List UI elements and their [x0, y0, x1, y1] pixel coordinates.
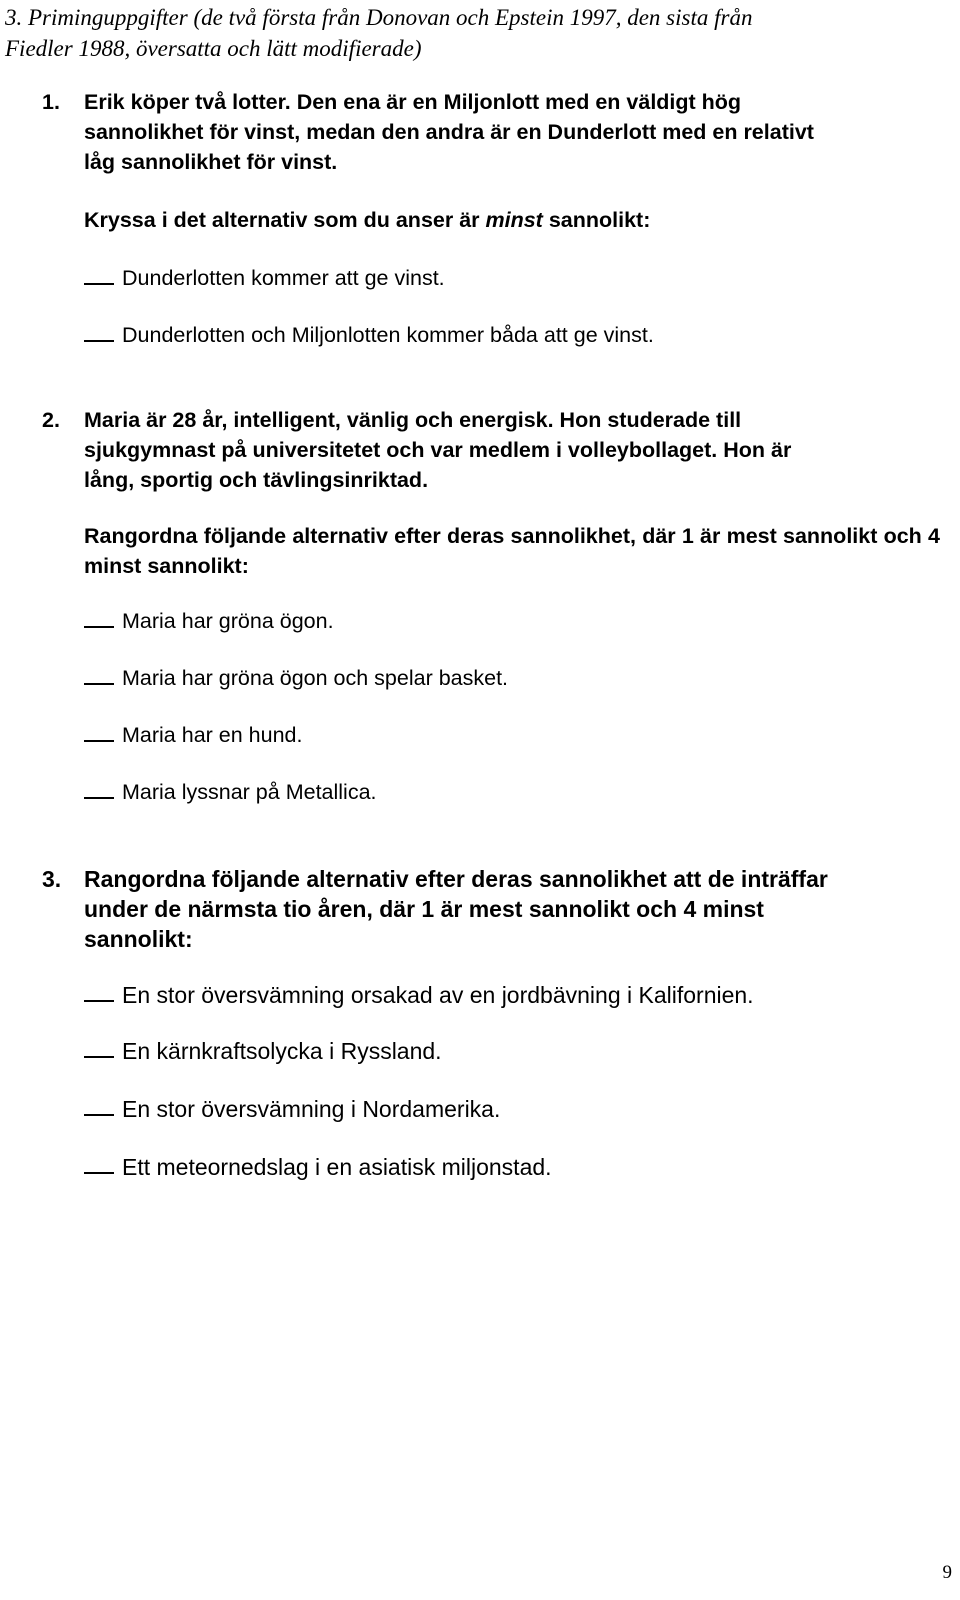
answer-blank[interactable]	[84, 606, 114, 628]
q2-text-line-3: lång, sportig och tävlingsinriktad.	[84, 468, 429, 492]
q2-text-line-2: sjukgymnast på universitetet och var medlem i volleybollaget. Hon är	[84, 438, 792, 462]
q2-option-3	[84, 720, 302, 750]
q2-option-3-label: Maria har en hund.	[122, 723, 303, 747]
q1-instruction-post: sannolikt:	[542, 208, 651, 232]
q1-option-2-label: Dunderlotten och Miljonlotten kommer båda att ge vinst.	[122, 323, 654, 347]
q1-instruction-pre: Kryssa i det alternativ som du anser är	[84, 208, 486, 232]
answer-blank[interactable]	[84, 263, 114, 285]
q1-option-2	[84, 320, 654, 350]
q1-instruction-emphasis: minst	[485, 208, 543, 232]
q3-text-line-1: Rangordna följande alternativ efter deras sannolikhet att de inträffar	[84, 866, 828, 892]
q1-option-1	[84, 263, 445, 293]
q3-option-4	[84, 1152, 552, 1182]
answer-blank[interactable]	[84, 720, 114, 742]
q2-option-1-label: Maria har gröna ögon.	[122, 609, 334, 633]
q3-text-line-2: under de närmsta tio åren, där 1 är mest sannolikt och 4 minst	[84, 896, 764, 922]
page-number: 9	[942, 1562, 952, 1583]
answer-blank[interactable]	[84, 1036, 114, 1058]
answer-blank[interactable]	[84, 1152, 114, 1174]
answer-blank[interactable]	[84, 980, 114, 1002]
q3-option-1	[84, 980, 754, 1010]
q3-option-4-label: Ett meteornedslag i en asiatisk miljonstad.	[122, 1154, 552, 1180]
answer-blank[interactable]	[84, 1094, 114, 1116]
q2-option-4	[84, 777, 377, 807]
q3-option-3	[84, 1094, 500, 1124]
q3-text-line-3: sannolikt:	[84, 926, 193, 952]
section-heading-line-1: 3. Priminguppgifter (de två första från Donovan och Epstein 1997, den sista från	[5, 5, 753, 30]
section-heading-line-2: Fiedler 1988, översatta och lätt modifierade)	[5, 36, 422, 61]
q3-option-1-label: En stor översvämning orsakad av en jordbävning i Kalifornien.	[122, 982, 754, 1008]
q3-option-3-label: En stor översvämning i Nordamerika.	[122, 1096, 501, 1122]
q1-text-line-2: sannolikhet för vinst, medan den andra är en Dunderlott med en relativt	[84, 120, 814, 144]
q2-instruction: Rangordna följande alternativ efter deras sannolikhet, där 1 är mest sannolikt och 4 minst sannolikt:	[84, 524, 940, 578]
q1-instruction	[84, 205, 650, 235]
q2-text-line-1: Maria är 28 år, intelligent, vänlig och energisk. Hon studerade till	[84, 408, 742, 432]
q2-option-4-label: Maria lyssnar på Metallica.	[122, 780, 377, 804]
answer-blank[interactable]	[84, 777, 114, 799]
q3-option-2-label: En kärnkraftsolycka i Ryssland.	[122, 1038, 442, 1064]
q1-text-line-1: Erik köper två lotter. Den ena är en Miljonlott med en väldigt hög	[84, 90, 742, 114]
q1-number: 1.	[42, 90, 60, 114]
q2-option-1	[84, 606, 334, 636]
q2-number: 2.	[42, 408, 60, 432]
q3-number: 3.	[42, 866, 62, 892]
q1-text-line-3: låg sannolikhet för vinst.	[84, 150, 338, 174]
answer-blank[interactable]	[84, 663, 114, 685]
q2-option-2	[84, 663, 508, 693]
q2-option-2-label: Maria har gröna ögon och spelar basket.	[122, 666, 509, 690]
q3-option-2	[84, 1036, 442, 1066]
answer-blank[interactable]	[84, 320, 114, 342]
q1-option-1-label: Dunderlotten kommer att ge vinst.	[122, 266, 445, 290]
